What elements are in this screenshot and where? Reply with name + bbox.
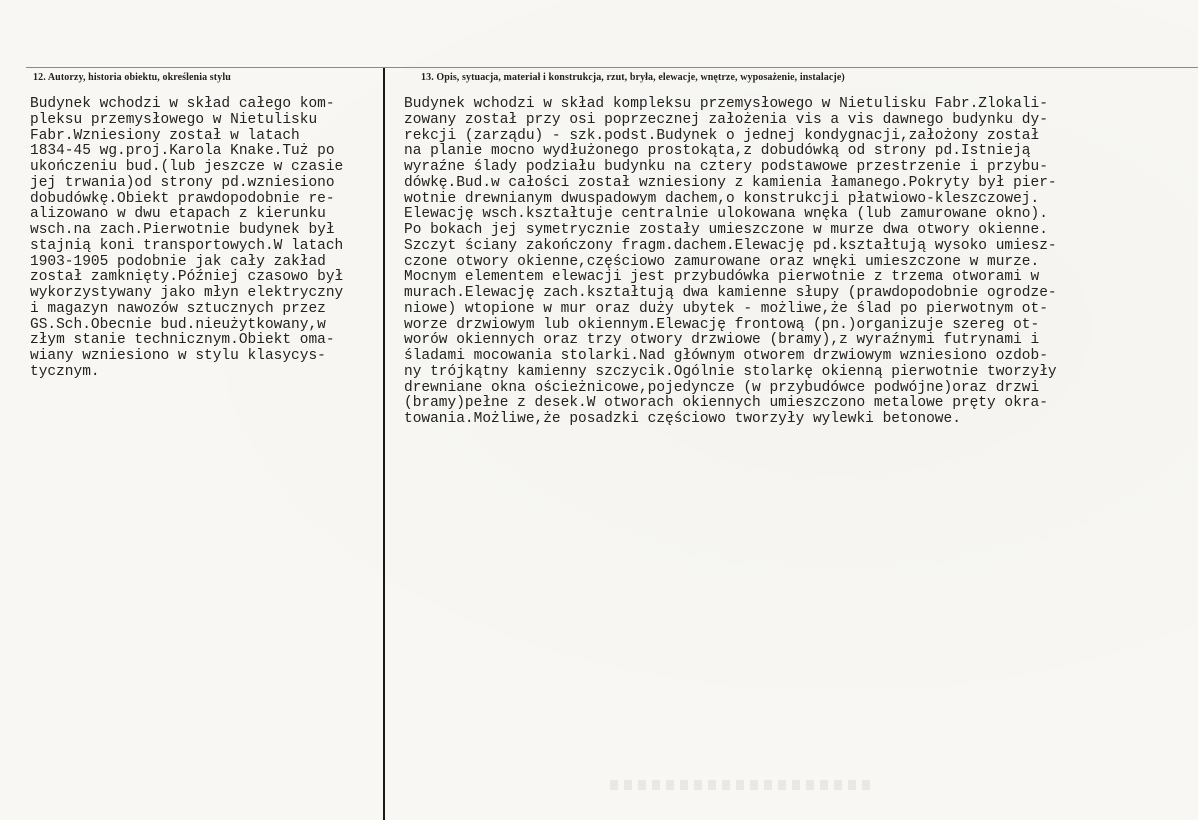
section-12-text: Budynek wchodzi w skład całego kom- pleksu przemysłowego w Nietulisku Fabr.Wzniesiony został w latach 1834-45 wg.proj.Karola Knake.Tuż po ukończeniu bud.(lub jeszcze w czasie jej trwania)od strony pd.wzniesiono dobudówkę.Obiekt prawdopodobnie re- alizowano w dwu etapach z kierunku wsch.na zach.Pierwotnie budynek był stajnią koni transportowych.W latach 1903-1905 podobnie jak cały zakład został zamknięty.Później czasowo był wykorzystywany jako młyn elektryczny i magazyn nawozów sztucznych przez GS.Sch.Obecnie bud.nieużytkowany,w złym stanie technicznym.Obiekt oma- wiany wzniesiono w stylu klasycys- tycznym. [30,96,344,380]
section-12-heading: 12. Autorzy, historia obiektu, określenia stylu [33,72,231,83]
top-rule [26,67,1198,68]
faded-bleedthrough [610,780,870,790]
column-divider [383,68,385,820]
section-13-heading: 13. Opis, sytuacja, materiał i konstrukcja, rzut, bryła, elewacje, wnętrze, wyposażenie, instalacje) [421,72,845,83]
section-13-text: Budynek wchodzi w skład kompleksu przemysłowego w Nietulisku Fabr.Zlokali- zowany został przy osi poprzecznej założenia vis a vis dawnego budynku dy- rekcji (zarządu) - szk.podst.Budynek o jednej kondygnacji,założony został na planie mocno wydłużonego prostokąta,z dobudówką od strony pd.Istnieją wyraźne ślady podziału budynku na cztery podstawowe przestrzenie i przybu- dówkę.Bud.w całości został wzniesiony z kamienia łamanego.Pokryty był pier- wotnie drewnianym dwuspadowym dachem,o konstrukcji płatwiowo-kleszczowej. Elewację wsch.kształtuje centralnie ulokowana wnęka (lub zamurowane okno). Po bokach jej symetrycznie zostały umieszczone w murze dwa otwory okienne. Szczyt ściany zakończony fragm.dachem.Elewację pd.kształtują wysoko umiesz- czone otwory okienne,częściowo zamurowane oraz wnęki umieszczone w murze. Mocnym elementem elewacji jest przybudówka pierwotnie z trzema otworami w murach.Elewację zach.kształtują dwa kamienne słupy (prawdopodobnie ogrodze- niowe) wtopione w mur oraz duży ubytek - możliwe,że ślad po pierwotnym ot- worze drzwiowym lub okiennym.Elewację frontową (pn.)organizuje szereg ot- worów okiennych oraz trzy otwory drzwiowe (bramy),z wyraźnymi futrynami i śladami mocowania stolarki.Nad głównym otworem drzwiowym wzniesiono ozdob- ny trójkątny kamienny szczycik.Ogólnie stolarkę okienną pierwotnie tworzyły drewniane okna ościeżnicowe,pojedyncze (w przybudówce podwójne)oraz drzwi (bramy)pełne z desek.W otworach okiennych umieszczono metalowe pręty okra- towania.Możliwe,że posadzki częściowo tworzyły wylewki betonowe. [404,96,1057,427]
